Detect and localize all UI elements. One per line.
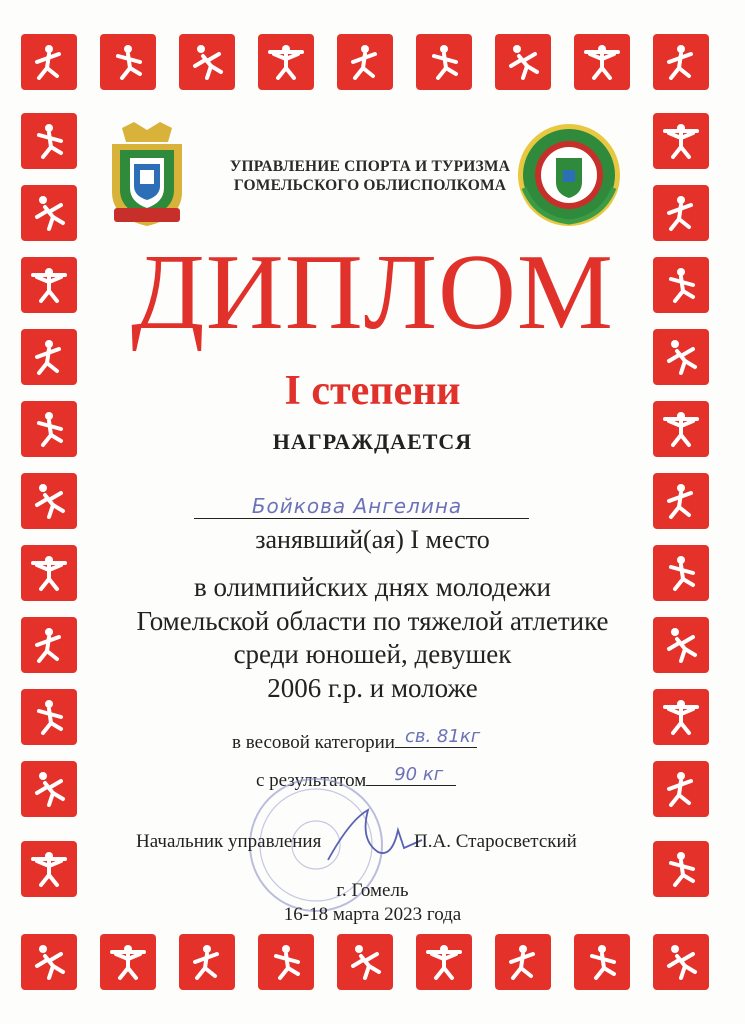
signer-title: Начальник управления [136,831,322,852]
lacrosse-icon [21,689,77,745]
judo-icon [21,841,77,897]
fencing-icon [258,934,314,990]
diploma-title: ДИПЛОМ [131,233,614,352]
awarded-heading: НАГРАЖДАЕТСЯ [272,429,473,454]
high-jump-icon [21,761,77,817]
organization-line-1: УПРАВЛЕНИЕ СПОРТА И ТУРИЗМА [229,158,511,175]
tennis-icon [653,401,709,457]
result-label: с результатом [256,770,367,791]
hockey-icon [100,934,156,990]
water-polo-icon [100,34,156,90]
event-line: 2006 г.р. и моложе [267,672,478,703]
gymnastics-icon [21,401,77,457]
weight-category-label: в весовой категории [232,732,395,753]
diploma-degree: I степени [284,368,461,414]
wrestling-icon [21,329,77,385]
synchronized-swimming-icon [179,934,235,990]
organization-line-2: ГОМЕЛЬСКОГО ОБЛИСПОЛКОМА [233,177,507,194]
coat-of-arms-emblem [104,122,190,228]
rhythmic-gymnastics-icon [653,185,709,241]
weight-category-field [232,726,481,754]
signer-name: П.А. Старосветский [414,831,577,852]
rings-icon [653,545,709,601]
hurdles-icon [574,934,630,990]
barbell-icon [416,934,472,990]
karate-icon [653,689,709,745]
soccer-icon [21,34,77,90]
bobsleigh-icon [653,761,709,817]
canoe-icon [21,185,77,241]
cross-country-ski-icon [416,34,472,90]
luge-icon [574,34,630,90]
recipient-underline [194,518,529,519]
city: г. Гомель [336,880,409,901]
recipient-name: Бойкова Ангелина [251,494,463,518]
place-text: занявший(ая) I место [255,525,490,554]
archery-icon [337,34,393,90]
rowing-icon [653,329,709,385]
handball-icon [21,934,77,990]
curling-icon [653,34,709,90]
result-value: 90 кг [394,764,444,785]
javelin-icon [21,473,77,529]
taekwondo-icon [653,257,709,313]
event-description [90,571,655,705]
freestyle-ski-icon [258,34,314,90]
event-line: в олимпийских днях молодежи [194,572,551,602]
shooting-icon [653,473,709,529]
cycling-icon [653,113,709,169]
football-icon [21,257,77,313]
sprint-icon [495,934,551,990]
kayak-icon [337,934,393,990]
boxing-icon [21,617,77,673]
ski-jump-icon [495,34,551,90]
weightlifting-icon [21,113,77,169]
weight-category-value: св. 81кг [404,726,481,747]
organization-name [190,157,550,195]
skating-icon [21,545,77,601]
event-line: Гомельской области по тяжелой атлетике [136,605,609,636]
swimming-icon [179,34,235,90]
event-date: 16-18 марта 2023 года [283,904,462,925]
weightlifting-squat-icon [653,617,709,673]
weight-category-line [395,726,481,748]
event-line: среди юношей, девушек [233,639,512,669]
pole-vault-icon [653,841,709,897]
basketball-icon [653,934,709,990]
